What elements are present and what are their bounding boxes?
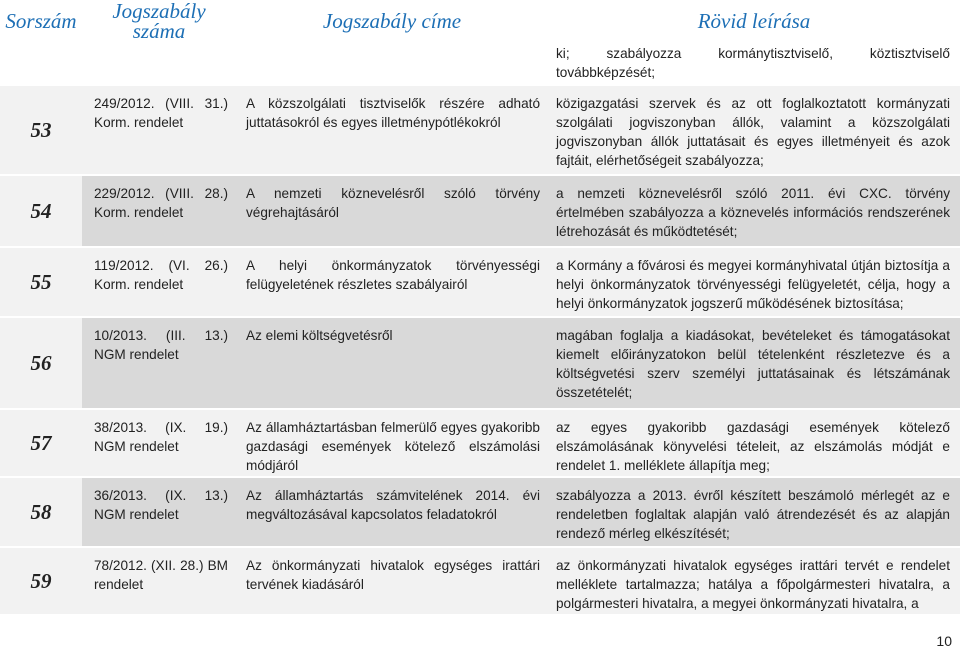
table-row: [0, 248, 960, 316]
row-title: Az államháztartásban felmerülő egyes gyakoribb gazdasági események kötelező elszámolási módjáról: [246, 420, 540, 473]
table-row: [0, 86, 960, 174]
table-row: [0, 318, 960, 408]
row-description: az egyes gyakoribb gazdasági események kötelező elszámolásának könyvelési tételeit, az elszámolás módját e rendelet 1. melléklete állapítja meg;: [556, 420, 950, 473]
row-law-number: 119/2012. (VI. 26.) Korm. rendelet: [94, 258, 228, 292]
header-number: Sorszám: [5, 9, 77, 33]
row-law-number: 38/2013. (IX. 19.) NGM rendelet: [94, 420, 228, 454]
row-description: magában foglalja a kiadásokat, bevételeket és támogatásokat kiemelt előirányzatokon belül tételenként részletezve és a költségvetési szerv személyi juttatásainak és létszámának összetételét;: [556, 328, 950, 400]
row-description: ki; szabályozza kormánytisztviselő, köztisztviselő továbbképzését;: [556, 46, 950, 80]
row-number: 53: [0, 86, 82, 174]
table-row: [0, 410, 960, 476]
row-description: szabályozza a 2013. évről készített beszámoló mérlegét az e rendeletben foglaltak alapján való átrendezését és az alapján rendező mérleg elkészítését;: [556, 488, 950, 541]
row-number: 58: [0, 478, 82, 546]
row-title: Az önkormányzati hivatalok egységes irattári tervének kiadásáról: [246, 558, 540, 592]
row-number: 55: [0, 248, 82, 316]
row-law-number: 10/2013. (III. 13.) NGM rendelet: [94, 328, 228, 362]
row-description: a Kormány a fővárosi és megyei kormányhivatal útján biztosítja a helyi önkormányzatok törvényességi felügyeletét, célja, hogy a helyi önkormányzatok jogszerű működésének biztosítása;: [556, 258, 950, 311]
row-law-number: 78/2012. (XII. 28.) BM rendelet: [94, 558, 228, 592]
header-law-number-line1: Jogszabály: [112, 0, 206, 23]
header-title: Jogszabály címe: [322, 9, 462, 33]
row-number: 59: [0, 548, 82, 614]
table-row: [0, 548, 960, 614]
row-description: az önkormányzati hivatalok egységes irattári tervét e rendelet melléklete tartalmazza; hatálya a főpolgármesteri hivatalra, a polgármesteri hivatalra, a megyei önkormányzati hivatalra, a: [556, 558, 950, 611]
row-title: A nemzeti köznevelésről szóló törvény végrehajtásáról: [246, 186, 540, 220]
row-title: A közszolgálati tisztviselők részére adható juttatásokról és egyes illetménypótlékokról: [246, 96, 540, 130]
row-number: 57: [0, 410, 82, 476]
header-description: Rövid leírása: [697, 9, 811, 33]
row-law-number: 229/2012. (VIII. 28.) Korm. rendelet: [94, 186, 228, 220]
row-title: A helyi önkormányzatok törvényességi felügyeletének részletes szabályairól: [246, 258, 540, 292]
row-law-number: 249/2012. (VIII. 31.) Korm. rendelet: [94, 96, 228, 130]
row-number: 56: [0, 318, 82, 408]
row-number: 54: [0, 176, 82, 246]
row-description: a nemzeti köznevelésről szóló 2011. évi CXC. törvény értelmében szabályozza a köznevelés információs rendszerének létrehozását és működtetését;: [556, 186, 950, 239]
row-description: közigazgatási szervek és az ott foglalkoztatott kormányzati szolgálati jogviszonyban állók, valamint a közszolgálati jogviszonyban állók juttatásait és egyes illetményeit és azok fajtáit, elérhetőségeit szabályozza;: [556, 96, 950, 168]
table-row-continuation: [0, 42, 960, 84]
table-header: [0, 0, 960, 42]
table-row: [0, 478, 960, 546]
row-law-number: 36/2013. (IX. 13.) NGM rendelet: [94, 488, 228, 522]
table-row: [0, 176, 960, 246]
row-title: Az elemi költségvetésről: [246, 328, 393, 343]
header-law-number-line2: száma: [132, 19, 186, 43]
row-title: Az államháztartás számvitelének 2014. évi megváltozásával kapcsolatos feladatokról: [246, 488, 540, 522]
page-number: 10: [936, 633, 952, 649]
